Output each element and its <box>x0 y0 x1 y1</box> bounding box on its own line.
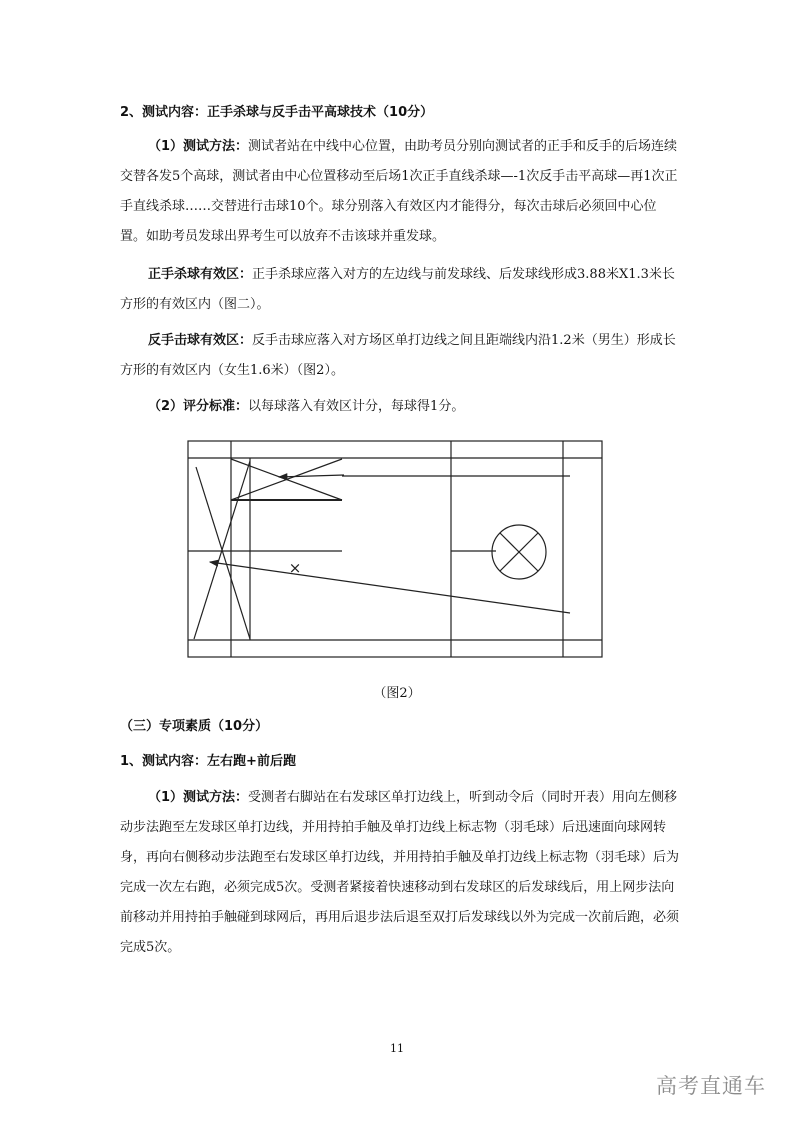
backhand-zone-label: 反手击球有效区： <box>148 333 253 348</box>
section-heading: 2、测试内容：正手杀球与反手击平高球技术（10分） <box>120 105 434 120</box>
backhand-zone-paragraph <box>120 326 680 386</box>
forehand-zone-paragraph <box>120 260 680 320</box>
scoring-text: 以每球落入有效区计分，每球得1分。 <box>248 399 465 414</box>
test-method-label: （1）测试方法： <box>148 139 249 154</box>
special-quality-heading: （三）专项素质（10分） <box>120 719 269 734</box>
cross-mark: × <box>288 559 302 577</box>
badminton-court-diagram <box>186 439 604 661</box>
test-method-paragraph <box>120 132 680 252</box>
movement-line-a <box>196 467 250 639</box>
forehand-zone-text: 正手杀球应落入对方的左边线与前发球线、后发球线形成3.88米X1.3米长方形的有效区内（图二）。 <box>120 267 675 312</box>
agility-method-text: 受测者右脚站在右发球区单打边线上，听到动令后（同时开表）用向左侧移动步法跑至左发球区单打边线，并用持拍手触及单打边线上标志物（羽毛球）后迅速面向球网转身，再向右侧移动步法跑至右发球区单打边线，并用持拍手触及单打边线上标志物（羽毛球）后为完成一次左右跑，必须完成5次。受测者紧接着快速移动到右发球区的后发球线后，用上网步法向前移动并用持拍手触碰到球网后，再用后退步法后退至双打后发球线以外为完成一次前后跑，必须完成5次。 <box>120 790 680 955</box>
figure-caption: （图2） <box>373 686 421 701</box>
forehand-zone-label: 正手杀球有效区： <box>148 267 253 282</box>
backhand-zone-text: 反手击球应落入对方场区单打边线之间且距端线内沿1.2米（男生）形成长方形的有效区内（女生1.6米）（图2）。 <box>120 333 676 378</box>
page-number: 11 <box>390 1042 404 1055</box>
forehand-arrow <box>279 475 344 477</box>
watermark: 高考直通车 <box>656 1074 766 1098</box>
test-content-heading: 1、测试内容：左右跑+前后跑 <box>120 754 296 769</box>
agility-method-label: （1）测试方法： <box>148 790 249 805</box>
scoring-paragraph <box>120 392 680 422</box>
test-method-text: 测试者站在中线中心位置，由助考员分别向测试者的正手和反手的后场连续交替各发5个高球，测试者由中心位置移动至后场1次正手直线杀球—-1次反手击平高球—再1次正手直线杀球……交替进行击球10个。球分别落入有效区内才能得分，每次击球后必须回中心位置。如助考员发球出界考生可以放弃不击该球并重发球。 <box>120 139 678 244</box>
backhand-arrow <box>210 562 570 613</box>
agility-method-paragraph <box>120 783 680 963</box>
scoring-label: （2）评分标准： <box>148 399 249 414</box>
